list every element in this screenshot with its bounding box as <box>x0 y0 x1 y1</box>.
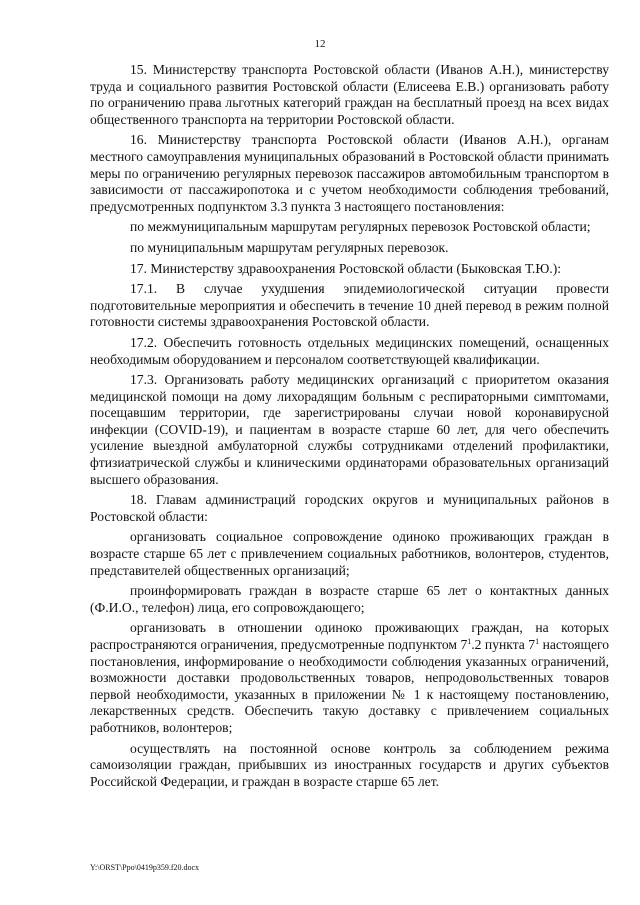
paragraph-16-intermunicipal: по межмуниципальным маршрутам регулярных перевозок Ростовской области; <box>130 219 591 235</box>
superscript-1: 1 <box>467 637 472 646</box>
page-number: 12 <box>314 38 326 50</box>
paragraph-18: 18. Главам администраций городских округов и муниципальных районов в Ростовской области: <box>90 492 609 524</box>
paragraph-16: 16. Министерству транспорта Ростовской области (Иванов А.Н.), органам местного самоуправления муниципальных образований в Ростовской области принимать меры по ограничению регулярных перевозок пассажиров автомобильным транспортом в зависимости от пассажиропотока и с учетом необходимости соблюдения требований, предусмотренных подпунктом 3.3 пункта 3 настоящего постановления: <box>90 132 609 214</box>
paragraph-15: 15. Министерству транспорта Ростовской области (Иванов А.Н.), министерству труда и социального развития Ростовской области (Елисеева Е.В.) организовать работу по ограничению права льготных категорий граждан на бесплатный проезд на всех видах общественного транспорта на территории Ростовской области. <box>90 62 609 127</box>
paragraph-18-social-support: организовать социальное сопровождение одиноко проживающих граждан в возрасте старше 65 лет с привлечением социальных работников, волонтеров, студентов, представителей общественных организаций; <box>90 529 609 578</box>
paragraph-18-control: осуществлять на постоянной основе контроль за соблюдением режима самоизоляции граждан, прибывших из иностранных государств и других субъектов Российской Федерации, и граждан в возрасте старше 65 лет. <box>90 740 609 789</box>
delivery-text-part2: .2 пункта 7 <box>471 637 536 652</box>
document-body <box>90 62 609 790</box>
paragraph-17-1: 17.1. В случае ухудшения эпидемиологической ситуации провести подготовительные мероприятия и обеспечить в течение 10 дней перевод в режим полной готовности системы здравоохранения Ростовской области. <box>90 281 609 330</box>
superscript-2: 1 <box>535 637 540 646</box>
delivery-text-part3: настоящего постановления, информирование о необходимости соблюдения указанных ограничений, возможности доставки продовольственных товаров, непродовольственных товаров первой необходимости, указанных в приложении № 1 к настоящему постановлению, лекарственных средств. Обеспечить такую доставку с привлечением социальных работников, волонтеров; <box>90 637 610 735</box>
footer-file-path: Y:\ORST\Ppo\0419p359.f20.docx <box>90 863 200 872</box>
paragraph-16-municipal: по муниципальным маршрутам регулярных перевозок. <box>130 239 449 255</box>
delivery-text-part1: организовать в отношении одиноко проживающих граждан, на которых распространяются ограничения, предусмотренные подпунктом 7 <box>90 620 609 652</box>
paragraph-17-2: 17.2. Обеспечить готовность отдельных медицинских помещений, оснащенных необходимым оборудованием и персоналом соответствующей квалификации. <box>90 334 609 367</box>
paragraph-18-delivery <box>90 620 609 736</box>
paragraph-18-inform: проинформировать граждан в возрасте старше 65 лет о контактных данных (Ф.И.О., телефон) лица, его сопровождающего; <box>90 583 609 615</box>
paragraph-17: 17. Министерству здравоохранения Ростовской области (Быковская Т.Ю.): <box>130 260 562 276</box>
paragraph-17-3: 17.3. Организовать работу медицинских организаций с приоритетом оказания медицинской помощи на дому лихорадящим больным с респираторными симптомами, посещавшим территории, где зарегистрированы случаи новой коронавирусной инфекции (COVID-19), и пациентам в возрасте старше 60 лет, для чего обеспечить усиление выездной амбулаторной службы сотрудниками отделений профилактики, фтизиатрической службы и клиническими ординаторами образовательных организаций высшего образования. <box>90 372 609 487</box>
